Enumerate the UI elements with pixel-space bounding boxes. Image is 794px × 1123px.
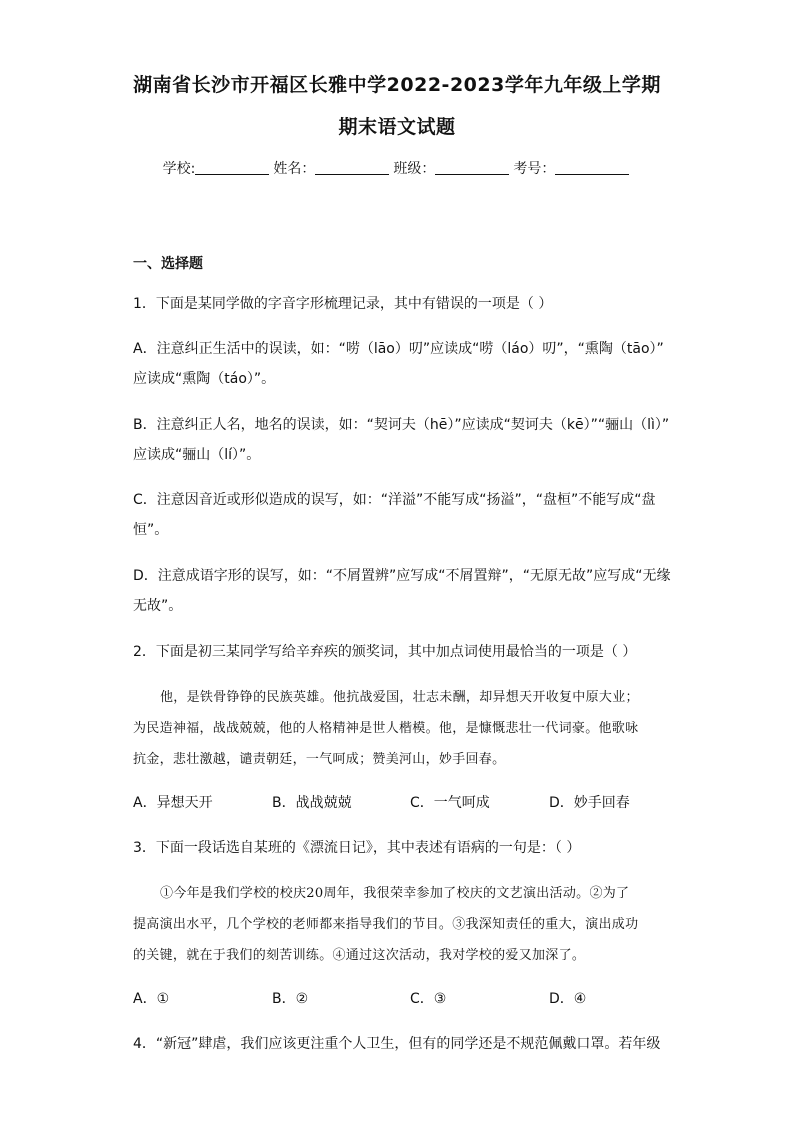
exam-number-label: 考号： <box>513 161 556 177</box>
q3-quote-line3: 的关键，就在于我们的刻苦训练。④通过这次活动，我对学校的爱又加深了。 <box>133 948 586 963</box>
exam-title-line1: 湖南省长沙市开福区长雅中学2022-2023学年九年级上学期 <box>133 74 661 96</box>
q2-quote-line2: 为民造神福，战战兢兢，他的人格精神是世人楷模。他，是慷慨悲壮一代词豪。他歌咏 <box>133 721 639 736</box>
q3-option-b: B．② <box>272 991 309 1007</box>
q3-option-d: D．④ <box>549 991 587 1007</box>
q3-option-a: A．① <box>133 991 170 1007</box>
exam-title-line2: 期末语文试题 <box>338 116 456 138</box>
q2-option-c: C．一气呵成 <box>410 795 490 811</box>
name-blank <box>315 160 389 175</box>
q1-option-a-line2: 应读成“熏陶（táo）”。 <box>133 371 276 387</box>
q1-option-b-line2: 应读成“骊山（lí）”。 <box>133 447 261 463</box>
q1-option-c-line1: C．注意因音近或形似造成的误写，如：“洋溢”不能写成“扬溢”，“盘桓”不能写成“盘 <box>133 492 656 508</box>
q2-stem: 2．下面是初三某同学写给辛弃疾的颁奖词，其中加点词使用最恰当的一项是（ ） <box>133 644 637 660</box>
q3-stem: 3．下面一段话选自某班的《漂流日记》，其中表述有语病的一句是：（ ） <box>133 840 581 856</box>
school-blank <box>195 160 269 175</box>
class-label: 班级： <box>393 161 436 177</box>
q2-quote-line3: 抗金，悲壮激越，谴责朝廷，一气呵成；赞美河山，妙手回春。 <box>133 752 506 767</box>
class-blank <box>435 160 509 175</box>
q2-quote-line1: 他，是铁骨铮铮的民族英雄。他抗战爱国，壮志未酬，却异想天开收复中原大业； <box>160 690 639 705</box>
school-label: 学校: <box>162 161 196 177</box>
q1-stem: 1．下面是某同学做的字音字形梳理记录，其中有错误的一项是（ ） <box>133 296 553 312</box>
name-label: 姓名： <box>273 161 316 177</box>
q1-option-c-line2: 恒”。 <box>133 522 169 538</box>
q3-quote-line1: ①今年是我们学校的校庆20周年，我很荣幸参加了校庆的文艺演出活动。②为了 <box>160 886 630 901</box>
q1-option-a-line1: A．注意纠正生活中的误读，如：“唠（lāo）叨”应读成“唠（láo）叨”，“熏陶（tāo）” <box>133 341 664 357</box>
q3-quote-line2: 提高演出水平，几个学校的老师都来指导我们的节目。③我深知责任的重大，演出成功 <box>133 917 639 932</box>
q1-option-d-line2: 无故”。 <box>133 598 183 614</box>
q1-option-d-line1: D．注意成语字形的误写，如：“不屑置辨”应写成“不屑置辩”，“无原无故”应写成“无缘 <box>133 568 671 584</box>
q2-option-d: D．妙手回春 <box>549 795 630 811</box>
q2-option-b: B．战战兢兢 <box>272 795 352 811</box>
q2-option-a: A．异想天开 <box>133 795 213 811</box>
student-info-line <box>0 158 794 178</box>
q1-option-b-line1: B．注意纠正人名，地名的误读，如：“契诃夫（hē）”应读成“契诃夫（kē）”“骊山（lì）” <box>133 417 670 433</box>
q3-option-c: C．③ <box>410 991 447 1007</box>
q4-stem: 4．“新冠”肆虐，我们应该更注重个人卫生，但有的同学还是不规范佩戴口罩。若年级 <box>133 1036 661 1052</box>
exam-number-blank <box>555 160 629 175</box>
section-heading: 一、选择题 <box>133 256 203 272</box>
